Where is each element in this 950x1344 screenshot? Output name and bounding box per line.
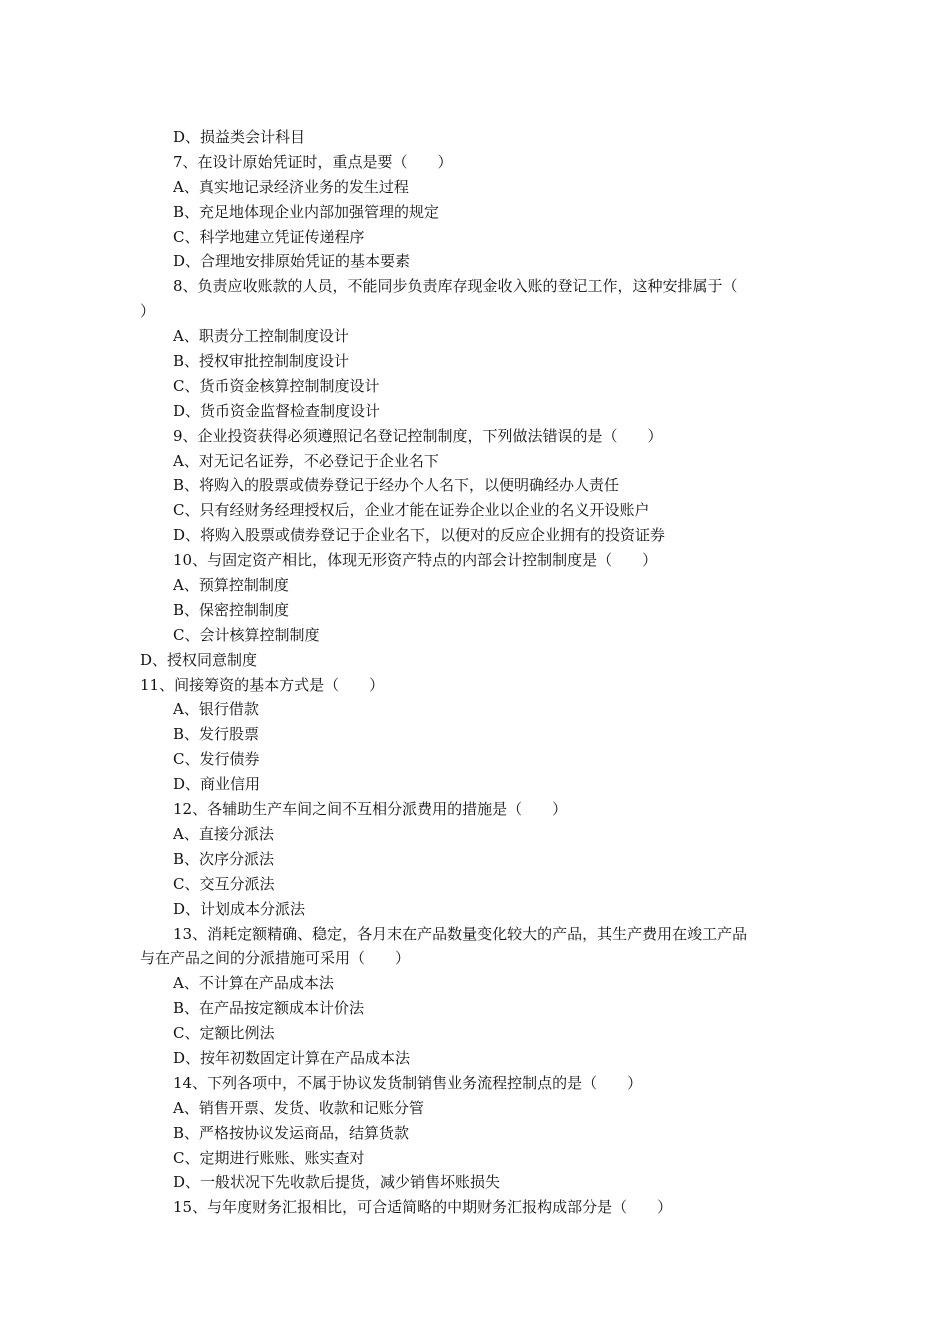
text-line: C、只有经财务经理授权后，企业才能在证券企业以企业的名义开设账户 (173, 501, 650, 520)
text-line: C、定期进行账账、账实查对 (173, 1148, 365, 1167)
text-line: A、对无记名证券，不必登记于企业名下 (173, 451, 439, 470)
text-line: D、合理地安排原始凭证的基本要素 (173, 252, 411, 271)
text-line: B、授权审批控制制度设计 (173, 352, 350, 371)
text-line: B、严格按协议发运商品，结算货款 (173, 1123, 410, 1142)
text-line: A、销售开票、发货、收款和记账分管 (173, 1098, 424, 1117)
text-line: D、计划成本分派法 (173, 899, 306, 918)
text-line: B、充足地体现企业内部加强管理的规定 (173, 202, 440, 221)
text-line: 11、间接筹资的基本方式是（ ） (140, 675, 385, 694)
text-line: A、银行借款 (173, 700, 259, 719)
text-line: B、次序分派法 (173, 849, 275, 868)
text-line: D、货币资金监督检查制度设计 (173, 401, 381, 420)
text-line: C、货币资金核算控制制度设计 (173, 376, 380, 395)
text-line: ） (140, 302, 156, 321)
text-line: D、将购入股票或债券登记于企业名下，以便对的反应企业拥有的投资证券 (173, 526, 666, 545)
text-line: C、科学地建立凭证传递程序 (173, 227, 365, 246)
text-line: 7、在设计原始凭证时，重点是要（ ） (173, 152, 453, 171)
text-line: B、将购入的股票或债券登记于经办个人名下，以便明确经办人责任 (173, 476, 620, 495)
text-line: A、真实地记录经济业务的发生过程 (173, 177, 409, 196)
text-line: A、不计算在产品成本法 (173, 974, 334, 993)
text-line: C、定额比例法 (173, 1024, 275, 1043)
text-line: A、直接分派法 (173, 824, 274, 843)
text-line: 15、与年度财务汇报相比，可合适简略的中期财务汇报构成部分是（ ） (173, 1198, 673, 1217)
text-line: C、会计核算控制制度 (173, 625, 320, 644)
text-line: D、商业信用 (173, 775, 261, 794)
document-body (0, 125, 950, 1220)
text-line: 与在产品之间的分派措施可采用（ ） (140, 949, 411, 968)
text-line: D、授权同意制度 (140, 650, 258, 669)
text-line: 12、各辅助生产车间之间不互相分派费用的措施是（ ） (173, 800, 568, 819)
text-line: A、预算控制制度 (173, 576, 289, 595)
text-line: B、保密控制制度 (173, 600, 290, 619)
text-line: A、职责分工控制制度设计 (173, 327, 349, 346)
text-line: D、一般状况下先收款后提货，减少销售坏账损失 (173, 1173, 501, 1192)
text-line: B、在产品按定额成本计价法 (173, 999, 365, 1018)
text-line: 9、企业投资获得必须遵照记名登记控制制度，下列做法错误的是（ ） (173, 426, 663, 445)
text-line: D、损益类会计科目 (173, 128, 306, 146)
text-line: 10、与固定资产相比，体现无形资产特点的内部会计控制制度是（ ） (173, 551, 658, 570)
text-line: 13、消耗定额精确、稳定，各月末在产品数量变化较大的产品，其生产费用在竣工产品 (173, 924, 748, 943)
text-line: 8、负责应收账款的人员，不能同步负责库存现金收入账的登记工作，这种安排属于（ (173, 277, 738, 296)
text-line: 14、下列各项中，不属于协议发货制销售业务流程控制点的是（ ） (173, 1073, 643, 1092)
text-line: C、发行债券 (173, 750, 260, 769)
text-line: C、交互分派法 (173, 874, 275, 893)
text-line: B、发行股票 (173, 725, 260, 744)
text-line: D、按年初数固定计算在产品成本法 (173, 1048, 411, 1067)
